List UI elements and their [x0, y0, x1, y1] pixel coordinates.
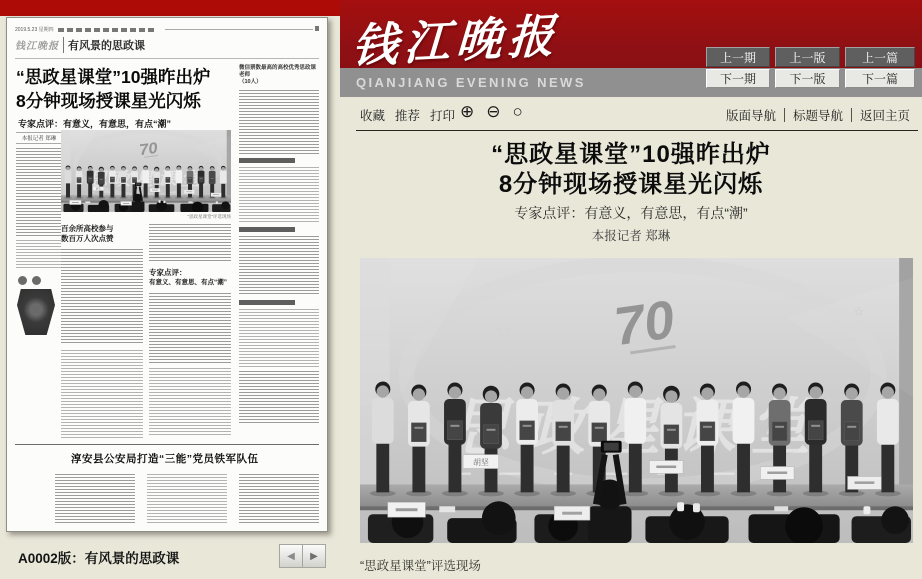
- thumb-masthead: [15, 37, 145, 53]
- divider: [15, 58, 319, 59]
- thumb-col2-heading-line2: 有意义、有意思、有点“潮”: [149, 279, 227, 286]
- page-thumbnail[interactable]: [6, 17, 328, 532]
- thumb-photo-caption: “思政星课堂”评选现场: [187, 214, 231, 219]
- thumb-headline-line1: “思政星课堂”10强昨出炉: [16, 67, 211, 87]
- divider: [165, 29, 313, 30]
- divider: [851, 108, 852, 122]
- thumb-masthead-logo: 钱江晚报: [15, 41, 59, 52]
- text-smudge: [61, 249, 143, 345]
- thumb-meta-date: 2019.5.23 星期四: [15, 27, 54, 33]
- favorite-link[interactable]: 收藏: [360, 109, 386, 123]
- divider: [784, 108, 785, 122]
- text-smudge: [149, 224, 231, 262]
- thumb-column-1: [61, 224, 143, 440]
- issue-navigation: [706, 47, 915, 88]
- thumb-masthead-section: 有风景的思政课: [63, 37, 145, 53]
- prev-article-button[interactable]: 上一篇: [845, 47, 915, 67]
- prev-page-button[interactable]: 上一版: [775, 47, 840, 67]
- thumb-sidebar-subhead: [239, 158, 295, 163]
- text-smudge: [55, 474, 135, 524]
- title-nav-link[interactable]: 标题导航: [793, 109, 844, 123]
- thumb-column-2: [149, 224, 231, 436]
- toolbar-left: [360, 106, 455, 124]
- article-photo: [360, 258, 913, 543]
- thumb-sidebar-heading: 微信票数最高的高校优秀思政课老师: [239, 65, 317, 78]
- zoom-in-icon[interactable]: ⊕: [460, 102, 475, 121]
- thumb-headline-line2: 8分钟现场授课星光闪烁: [16, 91, 201, 111]
- newspaper-logo: 钱江晚报: [350, 9, 562, 73]
- text-smudge: [61, 350, 143, 440]
- text-smudge: [147, 474, 227, 524]
- toolbar-right: [726, 106, 910, 124]
- text-smudge: [239, 309, 319, 367]
- thumb-sidebar-count: （10人）: [239, 79, 262, 85]
- article-title-line2: 8分钟现场授课星光闪烁: [498, 171, 764, 198]
- text-smudge: [239, 90, 319, 154]
- text-smudge: [149, 293, 231, 363]
- zoom-reset-icon[interactable]: ○: [512, 102, 523, 121]
- next-article-button[interactable]: 下一篇: [845, 69, 915, 88]
- thumb-meta-line: [15, 26, 154, 33]
- thumb-bottom-headline: 淳安县公安局打造“三能”党员铁军队伍: [71, 453, 259, 465]
- zoom-out-icon[interactable]: ⊖: [486, 102, 501, 121]
- next-thumb-button[interactable]: ▶: [303, 544, 326, 568]
- text-smudge: [16, 240, 61, 270]
- next-issue-button[interactable]: 下一期: [706, 69, 770, 88]
- toolbar-rule: [356, 130, 918, 131]
- home-link[interactable]: 返回主页: [860, 109, 911, 123]
- thumb-sidebar: [239, 65, 319, 425]
- seal-icon: [32, 276, 41, 285]
- thumb-seal-icons: [18, 276, 61, 285]
- page-label: A0002版：有风景的思政课: [18, 551, 180, 566]
- article-title: [340, 140, 922, 200]
- article-subtitle: 专家点评：有意义，有意思，有点“潮”: [514, 205, 748, 221]
- thumb-sidebar-subhead: [239, 227, 295, 232]
- next-page-button[interactable]: 下一版: [775, 69, 840, 88]
- thumb-left-column: [16, 148, 61, 335]
- seal-icon: [18, 276, 27, 285]
- thumb-subtitle: 专家点评：有意义，有意思，有点“潮”: [18, 119, 172, 129]
- text-smudge: [239, 236, 319, 296]
- article-title-line1: “思政星课堂”10强昨出炉: [491, 141, 771, 168]
- thumb-byline: 本报记者 郑琳: [16, 132, 62, 144]
- divider: [15, 444, 319, 445]
- thumb-headline: [16, 65, 248, 113]
- thumb-sidebar-subhead: [239, 300, 295, 305]
- text-smudge: [58, 28, 154, 32]
- recommend-link[interactable]: 推荐: [395, 109, 421, 123]
- print-link[interactable]: 打印: [430, 109, 456, 123]
- prev-thumb-button[interactable]: ◀: [279, 544, 303, 568]
- thumb-photo: [61, 130, 231, 212]
- prev-issue-button[interactable]: 上一期: [706, 47, 770, 67]
- page-mark: [315, 26, 319, 31]
- text-smudge: [239, 167, 319, 223]
- thumb-emblem-graphic: [17, 289, 55, 335]
- thumb-col2-heading-line1: 专家点评：: [149, 268, 187, 277]
- article-photo-caption: “思政星课堂”评选现场: [360, 559, 481, 573]
- text-smudge: [149, 368, 231, 436]
- page-nav-link[interactable]: 版面导航: [726, 109, 777, 123]
- zoom-controls: [460, 103, 523, 120]
- text-smudge: [16, 148, 61, 236]
- article-byline: 本报记者 郑琳: [591, 229, 671, 243]
- newspaper-logo-english: QIANJIANG EVENING NEWS: [356, 75, 586, 90]
- thumbnail-pager: [279, 544, 326, 568]
- thumb-col1-heading-line1: 百余所高校参与: [61, 224, 114, 233]
- text-smudge: [239, 371, 319, 425]
- thumb-col1-heading-line2: 数百万人次点赞: [61, 234, 114, 243]
- text-smudge: [239, 474, 319, 524]
